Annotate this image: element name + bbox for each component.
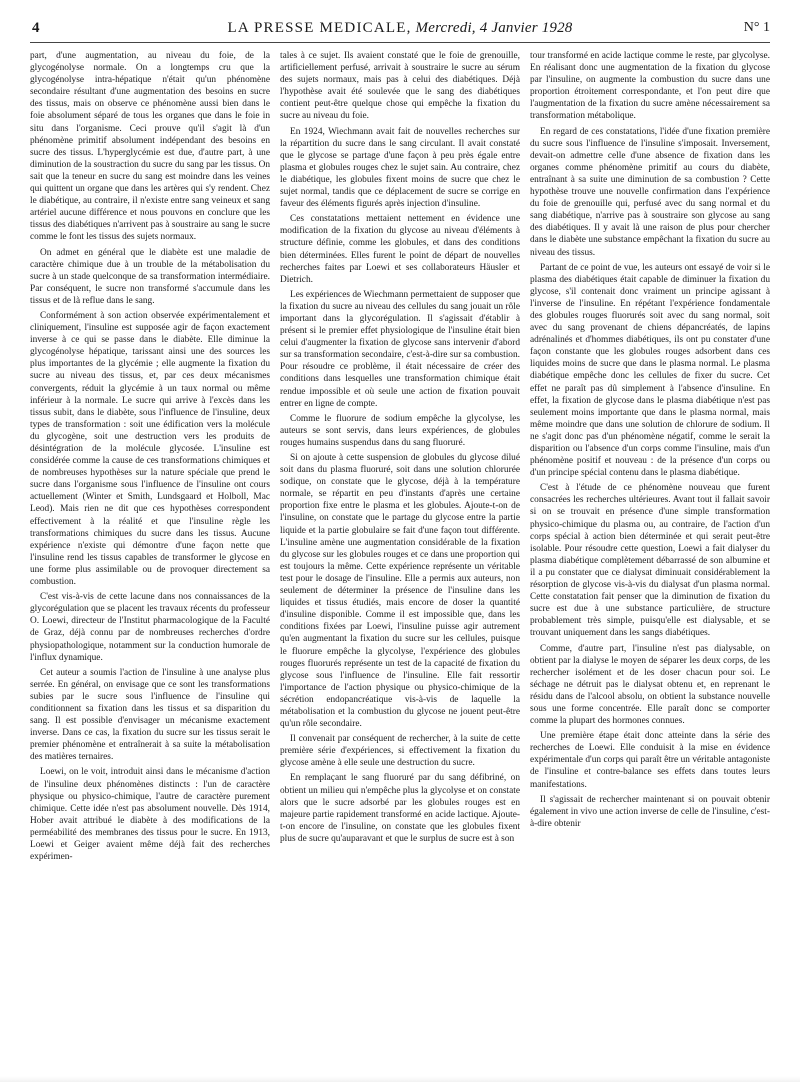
column-1 <box>30 50 270 1074</box>
paragraph: Cet auteur a soumis l'action de l'insuline à une analyse plus serrée. En général, on envisage que ce sont les transformations subies par le sucre sous l'influence de l'insuline qui conditionnent sa fixation dans les tissus et sa disparition du sang. Il est possible d'envisager un mécanisme exactement inverse. Dans ce cas, la fixation du sucre sur les tissus serait le premier phénomène et entraînerait à sa suite la métabolisation des matières ternaires. <box>30 667 270 763</box>
paragraph: En remplaçant le sang fluoruré par du sang défibriné, on obtient un milieu qui n'empêche plus la glycolyse et on constate alors que le sucre adsorbé par les globules rouges est en majeure partie rapidement transformé en acide lactique. Ajoute-t-on encore de l'insuline, on constate que les globules fixent plus de sucre qu'auparavant et que le surplus de sucre est à son <box>280 773 520 844</box>
paragraph: En 1924, Wiechmann avait fait de nouvelles recherches sur la répartition du sucre dans le sang circulant. Il avait constaté que le glycose se partage d'une façon à peu près égale entre plasma et globules rouges chez le sujet sain. Au contraire, chez le diabétique, les globules fixent moins de sucre que chez le sujet normal, tandis que ce déplacement de sucre se corrige en faveur des éléments figurés après injection d'insuline. <box>280 126 520 210</box>
paragraph: Les expériences de Wiechmann permettaient de supposer que la fixation du sucre au niveau des cellules du sang jouait un rôle important dans la glycorégulation. Il s'agissait d'établir à présent si le premier effet physiologique de l'insuline était bien celui d'augmenter la fixation de glycose sans intervenir d'abord sur sa transformation secondaire, c'est-à-dire sur sa combustion. Pour résoudre ce problème, il était nécessaire de créer des conditions dans lesquelles une transformation chimique était rendue impossible et où seule une action de fixation pouvait entrer en ligne de compte. <box>280 289 520 409</box>
paragraph: tales à ce sujet. Ils avaient constaté que le foie de grenouille, artificiellement perfusé, arrivait à soustraire le sucre au sérum des sujets normaux, mais pas à celui des diabétiques. Déjà l'hypothèse avait été soulevée que le sang des diabétiques contient peut-être quelque chose qui empêche la fixation du sucre au niveau du foie. <box>280 51 520 122</box>
paragraph: Si on ajoute à cette suspension de globules du glycose dilué soit dans du plasma fluoruré, soit dans une solution chlorurée sodique, on constate que le glycose, déjà à la température normale, se répartit en peu d'instants d'après une certaine proportion fixe entre le plasma et les globules. Ajoute-t-on de l'insuline, on constate que le partage du glycose entre la partie liquide et la partie globulaire se fait d'une façon tout différente. L'insuline amène une augmentation considérable de la fixation du glycose sur les globules rouges et ce dans une proportion qui est toujours la même. Cette expérience représente un véritable test pour le dosage de l'insuline. Elle a permis aux auteurs, non seulement de déterminer la présence de l'insuline dans les liquides et tissus étudiés, mais encore de doser la quantité d'insuline disponible. Comme il est impossible que, dans les conditions fixées par Loewi, l'insuline puisse agir autrement qu'en augmentant la fixation du sucre sur les cellules, puisque le fluorure empêche la glycolyse, l'expérience des globules rouges fluorurés représente un test de la capacité de fixation du glycose sous l'influence de l'insuline. Elle fait ressortir l'importance de l'action physique ou physico-chimique de la sécrétion endopancréatique vis-à-vis de laquelle la métabolisation et la combustion du glycose ne jouent peut-être qu'un rôle secondaire. <box>280 453 520 730</box>
running-header <box>30 20 770 43</box>
column-2 <box>280 50 520 1074</box>
paragraph: tour transformé en acide lactique comme le reste, par glycolyse. En réalisant donc une augmentation de la fixation du glycose par l'insuline, on augmente la combustion du sucre dans une proportion étroitement correspondante, et l'on peut dire que l'augmentation de la fixation du sucre amène nécessairement sa transformation métabolique. <box>530 51 770 122</box>
journal-title: LA PRESSE MEDICALE, <box>227 20 412 36</box>
paragraph: Partant de ce point de vue, les auteurs ont essayé de voir si le plasma des diabétiques était capable de diminuer la fixation du glycose, s'il contenait donc vraiment un principe agissant à l'inverse de l'insuline. En répétant l'expérience fondamentale des globules rouges fluorurés soit avec du sang normal, soit avec du sang provenant de chiens dépancréatés, de lapins adrénalinés et d'hommes diabétiques, ils ont pu constater d'une façon constante que les globules rouges adsorbent dans ces liquides moins de sucre que dans le plasma normal. Le plasma diabétique empêche donc les cellules de fixer du sucre. Cet effet ne paraît pas dû simplement à l'absence d'insuline. En effet, la fixation de glycose dans le plasma diabétique n'est pas seulement moins importante que dans le plasma normal, mais même moindre que dans une solution de chlorure de sodium. Il ne s'agit donc pas d'un phénomène négatif, comme le serait la disparition ou l'absence d'un corps comme l'insuline, mais d'un phénomène positif et nouveau : de la présence d'un corps ou d'un principe spécial contenu dans le plasma diabétique. <box>530 262 770 479</box>
journal-line <box>30 20 770 37</box>
paragraph: Loewi, on le voit, introduit ainsi dans le mécanisme d'action de l'insuline deux phénomènes distincts : l'un de caractère physique ou physico-chimique, l'autre de caractère purement chimique. Cette idée n'est pas absolument nouvelle. Dès 1914, Hober avait attribué le diabète à des modifications de la perméabilité des membranes des tissus pour le sucre. En 1913, Loewi et Geiger avaient même déjà fait des recherches expérimen- <box>30 767 270 863</box>
page-bottom-edge <box>0 1076 800 1082</box>
paragraph: Conformément à son action observée expérimentalement et cliniquement, l'insuline est supposée agir de façon exactement inverse à ce qui se passe dans le diabète. Elle diminue la glycogénolyse hépatique, tarissant ainsi une des sources les plus importantes de la glycémie ; elle augmente la fixation du sucre au niveau des tissus, et, par ces deux mécanismes convergents, réduit la glycémie à un taux normal ou même inférieur à la normale. Le sucre qui arrive à l'excès dans les tissus subit, dans le diabète, sous l'influence de l'insuline, deux types de transformation : soit une édification vers la molécule du glycogène, soit une destruction vers les produits de désintégration de la molécule glycosée. L'insuline est considérée comme la cause de ces transformations chimiques et de nombreuses hypothèses sur la nature spéciale que prend le sucre dans l'organisme sous l'influence de l'insuline ont cours actuellement (Winter et Smith, Lundsgaard et Holboll, Mac Leod). Mais rien ne dit que ces hypothèses correspondent effectivement à la réalité et que l'insuline règle les transformations chimiques du sucre dans les tissus. Aucune expérience n'existe qui démontre d'une façon nette que l'insuline rend les tissus capables de transformer le glycose en une forme plus assimilable ou de provoquer directement sa combustion. <box>30 310 270 588</box>
paragraph: Il convenait par conséquent de rechercher, à la suite de cette première série d'expériences, si effectivement la fixation du glycose amène à elle seule une destruction du sucre. <box>280 734 520 769</box>
paragraph: Comme, d'autre part, l'insuline n'est pas dialysable, on obtient par la dialyse le moyen de séparer les deux corps, de les rechercher isolément et de les doser chacun pour soi. Le séchage ne détruit pas le dialysat obtenu et, en reprenant le résidu dans de l'alcool absolu, on obtient la substance nouvelle sous une forme concentrée. Elle paraît donc se comporter comme la plupart des hormones connues. <box>530 643 770 727</box>
column-3 <box>530 50 770 1074</box>
paragraph: part, d'une augmentation, au niveau du foie, de la glycogénolyse normale. On a longtemps cru que la glycogénolyse intra-hépatique n'était qu'un phénomène secondaire résultant d'une augmentation des besoins en sucre des tissus, mais on observe ce phénomène aussi bien dans le foie absolument séparé de tous les organes que dans le foie in situ dans l'organisme. Ceci prouve qu'il s'agit là d'un phénomène primitif absolument indépendant des besoins en sucre des tissus. L'hyperglycémie est due, d'autre part, à une diminution de la soustraction du sucre du sang par les tissus. On sait que la teneur en sucre du sang est moindre dans les veines qui quittent un organe que dans les artères qui s'y rendent. Chez le diabétique, au contraire, il n'existe entre sang veineux et sang artériel aucune différence et nous pouvons en conclure que les tissus des diabétiques n'arrivent pas à soustraire au sang le sucre comme le font les tissus des sujets normaux. <box>30 51 270 243</box>
paragraph: Une première étape était donc atteinte dans la série des recherches de Loewi. Elle conduisit à la mise en évidence expérimentale d'un corps qui paraît être un véritable antagoniste de l'insuline et contre-balance ses effets dans toutes leurs manifestations. <box>530 731 770 790</box>
article-body <box>30 50 770 1074</box>
page-number: 4 <box>32 20 40 36</box>
journal-date: Mercredi, 4 Janvier 1928 <box>411 20 573 36</box>
paragraph: C'est vis-à-vis de cette lacune dans nos connaissances de la glycorégulation que se placent les travaux récents du professeur O. Loewi, directeur de l'Institut pharmacologique de la Faculté de Graz, déjà connu par de nombreuses recherches d'ordre physiopathologique, notamment sur la conduction humorale de l'influx dynamique. <box>30 592 270 663</box>
paragraph: Ces constatations mettaient nettement en évidence une modification de la fixation du glycose au niveau d'éléments à structure définie, comme les globules, et dans des conditions bien déterminées. Elles furent le point de départ de nouvelles recherches faites par Loewi et ses collaborateurs Häusler et Dietrich. <box>280 214 520 285</box>
paragraph: Comme le fluorure de sodium empêche la glycolyse, les auteurs se sont servis, dans leurs expériences, de globules rouges humains suspendus dans du sang fluoruré. <box>280 413 520 448</box>
paragraph: En regard de ces constatations, l'idée d'une fixation première du sucre sous l'influence de l'insuline s'imposait. Inversement, devait-on admettre celle d'une absence de fixation dans les organes comme phénomène primitif au cours du diabète, entraînant à sa suite une diminution de sa combustion ? Cette hypothèse trouve une nouvelle confirmation dans l'expérience du foie de grenouille qui, perfusé avec du sang normal et du sang diabétique, n'arrive pas à soustraire son glycose au sang des diabétiques. Il y avait là une raison de plus pour chercher dans le diabète une substance empêchant la fixation du sucre au niveau des tissus. <box>530 126 770 258</box>
paragraph: Il s'agissait de rechercher maintenant si on pouvait obtenir également in vivo une action inverse de celle de l'insuline, c'est-à-dire obtenir <box>530 794 770 829</box>
paragraph: C'est à l'étude de ce phénomène nouveau que furent consacrées les recherches ultérieures. Avant tout il fallait savoir si on se trouvait en présence d'une simple transformation physico-chimique du plasma ou, au contraire, de l'action d'un corps spécial à action bien déterminée et qui serait peut-être isolable. Pour résoudre cette question, Loewi a fait dialyser du plasma diabétique complètement débarrassé de son albumine et il a pu constater que ce dialysat diminuait considérablement la résorption de glycose vis-à-vis du dialysat d'un plasma normal. Cette constatation fait penser que la diminution de fixation du sucre est due à une substance particulière, de structure probablement très simple, puisqu'elle est dialysable, et se trouvant uniquement dans les sangs diabétiques. <box>530 483 770 639</box>
issue-number: N° 1 <box>743 20 770 35</box>
paragraph: On admet en général que le diabète est une maladie de caractère chimique due à un trouble de la métabolisation du sucre à un stade quelconque de sa transformation intermédiaire. Par conséquent, le sucre non transformé s'accumule dans les tissus et de là reflue dans le sang. <box>30 247 270 306</box>
